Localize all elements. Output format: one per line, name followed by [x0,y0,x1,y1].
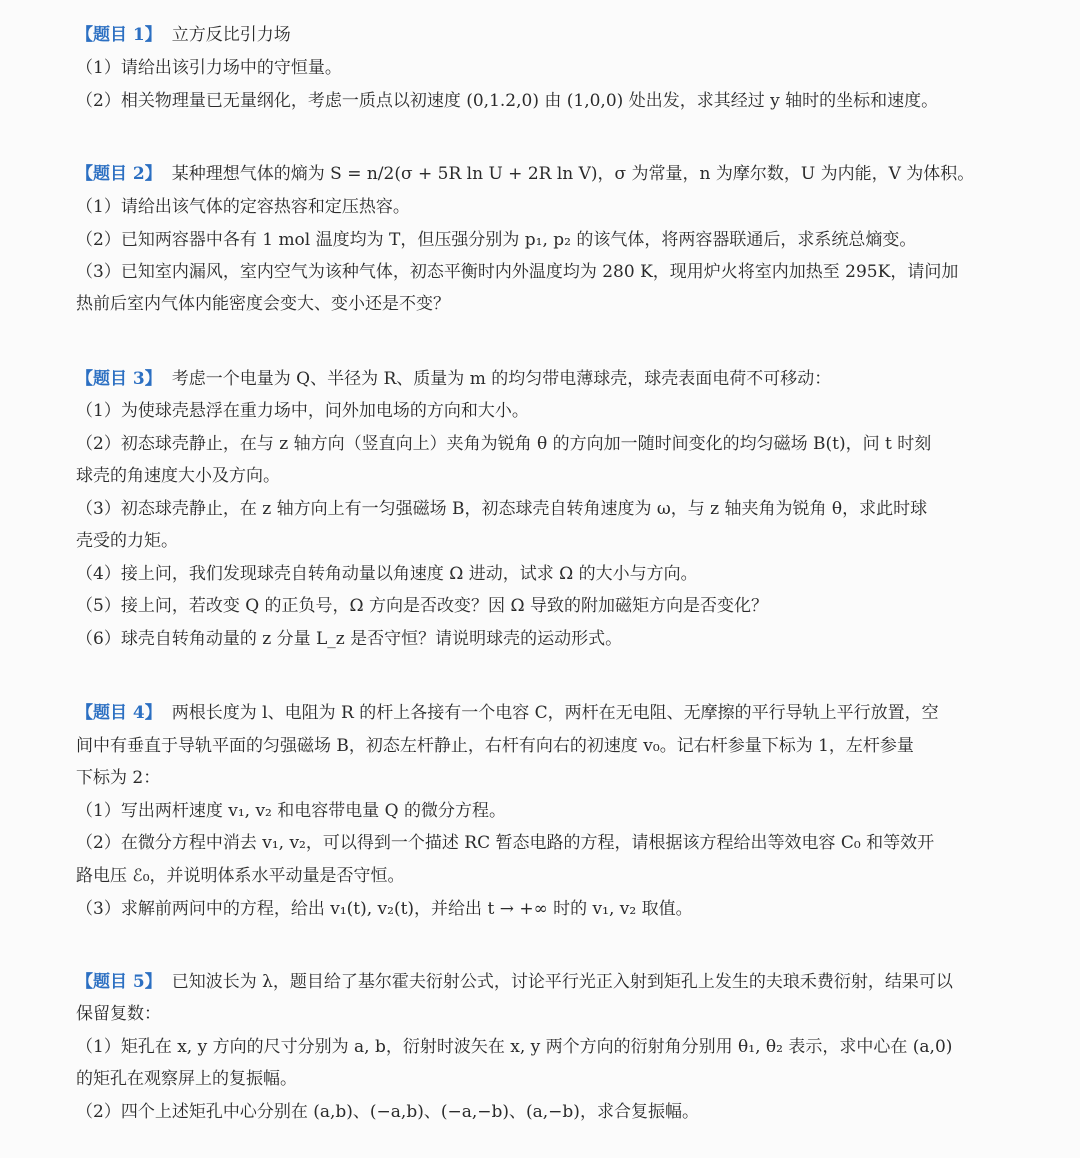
problem-2-title: 某种理想气体的熵为 S = n/2(σ + 5R ln U + 2R ln V)，σ 为常量，n 为摩尔数，U 为内能，V 为体积。 [171,164,975,184]
problem-2-item: （3）已知室内漏风，室内空气为该种气体，初态平衡时内外温度均为 280 K，现用炉火将室内加热至 295K，请问加 [76,262,959,282]
problem-5-line-cont: 保留复数： [76,1004,161,1024]
problem-5-heading [76,969,953,995]
problem-1-title: 立方反比引力场 [171,25,291,45]
problem-1-item: （2）相关物理量已无量纲化，考虑一质点以初速度 (0,1.2,0) 由 (1,0,0) 处出发，求其经过 y 轴时的坐标和速度。 [76,91,939,111]
problem-5-item-cont: 的矩孔在观察屏上的复振幅。 [76,1069,297,1089]
problem-4-title: 两根长度为 l、电阻为 R 的杆上各接有一个电容 C，两杆在无电阻、无摩擦的平行导轨上平行放置，空 [171,703,939,723]
problem-2-item: （2）已知两容器中各有 1 mol 温度均为 T，但压强分别为 p₁, p₂ 的该气体，将两容器联通后，求系统总熵变。 [76,230,917,250]
problem-4-line-cont: 间中有垂直于导轨平面的匀强磁场 B，初态左杆静止，右杆有向右的初速度 v₀。记右杆参量下标为 1，左杆参量 [76,736,914,756]
problem-3-item: （1）为使球壳悬浮在重力场中，问外加电场的方向和大小。 [76,401,529,421]
problem-2-item-cont: 热前后室内气体内能密度会变大、变小还是不变？ [76,294,450,314]
problem-4-heading [76,700,939,726]
problem-4-item: （2）在微分方程中消去 v₁, v₂，可以得到一个描述 RC 暂态电路的方程，请根据该方程给出等效电容 C₀ 和等效开 [76,833,935,853]
problem-1-item: （1）请给出该引力场中的守恒量。 [76,58,342,78]
problem-5-item: （2）四个上述矩孔中心分别在 (a,b)、(−a,b)、(−a,−b)、(a,−b)，求合复振幅。 [76,1102,699,1122]
problem-1-heading [76,22,291,48]
problem-4-tag: 【题目 4】 [76,703,162,723]
problem-4-item-cont: 路电压 ℰ₀，并说明体系水平动量是否守恒。 [76,866,405,886]
problem-3-item-cont: 球壳的角速度大小及方向。 [76,466,280,486]
problem-4-item: （1）写出两杆速度 v₁, v₂ 和电容带电量 Q 的微分方程。 [76,801,507,821]
problem-3-item: （3）初态球壳静止，在 z 轴方向上有一匀强磁场 B，初态球壳自转角速度为 ω，与 z 轴夹角为锐角 θ，求此时球 [76,499,928,519]
problem-3-title: 考虑一个电量为 Q、半径为 R、质量为 m 的均匀带电薄球壳，球壳表面电荷不可移动： [171,369,832,389]
problem-4-line-cont: 下标为 2： [76,768,161,788]
problem-3-tag: 【题目 3】 [76,369,162,389]
problem-3-item: （6）球壳自转角动量的 z 分量 L_z 是否守恒？请说明球壳的运动形式。 [76,629,623,649]
problem-2-tag: 【题目 2】 [76,164,162,184]
problem-4-item: （3）求解前两问中的方程，给出 v₁(t), v₂(t)，并给出 t → +∞ 时的 v₁, v₂ 取值。 [76,899,693,919]
problem-5-tag: 【题目 5】 [76,972,162,992]
problem-3-item-cont: 壳受的力矩。 [76,531,178,551]
problem-3-item: （4）接上问，我们发现球壳自转角动量以角速度 Ω 进动，试求 Ω 的大小与方向。 [76,564,698,584]
problem-5-title: 已知波长为 λ，题目给了基尔霍夫衍射公式，讨论平行光正入射到矩孔上发生的夫琅禾费衍射，结果可以 [171,972,953,992]
problem-2-heading [76,161,974,187]
problem-5-item: （1）矩孔在 x, y 方向的尺寸分别为 a, b，衍射时波矢在 x, y 两个方向的衍射角分别用 θ₁, θ₂ 表示，求中心在 (a,0) [76,1037,953,1057]
problem-3-item: （2）初态球壳静止，在与 z 轴方向（竖直向上）夹角为锐角 θ 的方向加一随时间变化的均匀磁场 B(t)，问 t 时刻 [76,434,932,454]
problem-2-item: （1）请给出该气体的定容热容和定压热容。 [76,197,410,217]
problem-3-heading [76,366,831,392]
problem-3-item: （5）接上问，若改变 Q 的正负号，Ω 方向是否改变？因 Ω 导致的附加磁矩方向是否变化？ [76,596,768,616]
problem-1-tag: 【题目 1】 [76,25,162,45]
